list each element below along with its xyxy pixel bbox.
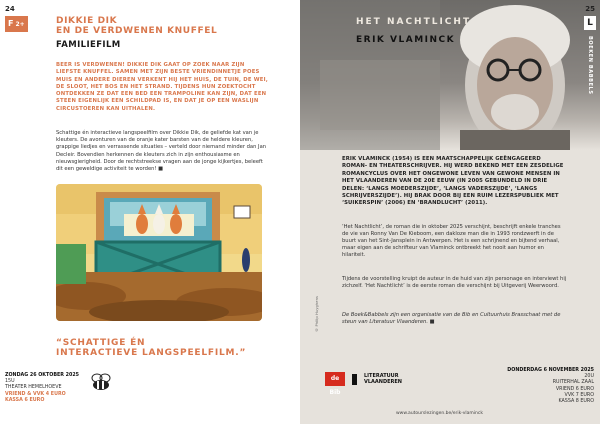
logo-lit-line-1: LITERATUUR (364, 373, 399, 379)
body-paragraph: Schattige én interactieve langspeelfilm over Dikkie Dik, de geliefde kat van je kleuters. De avonturen van de oranje kater barsten van de heldere kleuren, grappige liedjes en verrassende situaties – verteld door niemand minder dan Jan Decleir. Bovendien herkennen de kleuters zich in zijn enthousiasme en nieuwsgierigheid. Door de rechtstreekse vragen aan de jonge kijkertjes, beleeft dit een geweldige activiteit te worden! ■ (56, 130, 267, 173)
page-number: 25 (585, 5, 595, 13)
category-tag (5, 16, 28, 32)
schedule-price-2: VVK 7 EURO (564, 392, 594, 398)
event-url-link[interactable]: www.autourslezingen.be/erik-vlaminck (396, 411, 483, 416)
schedule-time: 15U (5, 379, 15, 385)
page-number: 24 (5, 5, 15, 13)
film-illustration (56, 184, 262, 321)
category-badge: L (584, 16, 596, 30)
author-name: ERIK VLAMINCK (356, 35, 456, 45)
title-line-1: DIKKIE DIK (56, 16, 118, 26)
schedule-date: DONDERDAG 6 NOVEMBER 2025 (507, 368, 594, 373)
pull-quote (56, 338, 246, 358)
photo-credit: © Philip Huyghens (314, 296, 319, 333)
bib-logo: de Bib (325, 372, 345, 386)
page-title (56, 16, 217, 36)
schedule-info (507, 368, 594, 405)
author-bio: ERIK VLAMINCK (1954) IS EEN MAATSCHAPPELIJK GEËNGAGEERD ROMAN- EN THEATERSCHRIJVER. HIJ WERD BEKEND MET EEN ZESDELIGE ROMANCYCLUS OVER HET ONGEWONE LEVEN VAN GEWONE MENSEN IN HET VLAANDEREN VAN DE 20E EEUW (IN 2005 GEBUNDELD IN DRIE DELEN: ‘LANGS MOEDERSZIJDE’, ‘LANGS VADERSZIJDE’, ‘LANGS SCHRIJVERSZIJDE’). HIJ BRAK DOOR BIJ EEN RUIM LEZERSPUBLIEK MET ‘SUIKERSPIN’ (2006) EN ‘BRANDLUCHT’ (2011). (342, 156, 564, 207)
barn-scene-image (56, 184, 262, 321)
body-paragraph-2: Tijdens de voorstelling kruipt de auteur in de huid van zijn personage en interviewt hij zichzelf. ‘Het Nachtlicht’ is de eerste roman die verschijnt bij Uitgeverij Weerwoord. (342, 276, 567, 290)
logo-lit-line-2: VLAANDEREN (364, 378, 402, 385)
title-line-2: EN DE VERDWENEN KNUFFEL (56, 26, 218, 36)
schedule-price-1: VRIEND & VVK 4 EURO (5, 391, 66, 397)
right-page (300, 0, 600, 424)
schedule-venue: RUITERHAL ZAAL (552, 380, 594, 386)
schedule-price-1: VRIEND 6 EURO (555, 386, 594, 392)
quote-line-1: “SCHATTIGE ÉN (56, 338, 146, 348)
schedule-time: 20U (584, 374, 594, 380)
tag-age: 2+ (15, 21, 25, 28)
tag-letter: F (8, 19, 14, 28)
schedule-price-2: KASSA 6 EURO (5, 397, 45, 403)
series-vertical-label: BOEKEN BABBELS (587, 36, 593, 95)
schedule-venue: THEATER HEMELHOEVE (5, 385, 62, 391)
body-paragraph-1: ‘Het Nachtlicht’, de roman die in oktober 2025 verschijnt, beschrijft enkele tranches de vie van Ronny Van De Kieboom, een dakloze man die in 1993 rondzwerft in de buurt van het Sint-Jansplein in Antwerpen. Het is een schrijnend en bijtend verhaal, maar eigen aan de schrifteur van Vlaminck ontbreekt het nooit aan humor en hilariteit. (342, 224, 561, 259)
lead-paragraph: BEER IS VERDWENEN! DIKKIE DIK GAAT OP ZOEK NAAR ZIJN LIEFSTE KNUFFEL. SAMEN MET ZIJN BESTE VRIENDINNETJE POES MUIS EN ANDERE DIEREN VERKENT HIJ HET HUIS, DE TUIN, DE WEI, DE SLOOT, HET BOS EN HET STRAND. TIJDENS HUN ZOEKTOCHT ONTDEKKEN ZE DAT EEN BED EEN TRAMPOLINE KAN ZIJN, DAT EEN STEEN EIGENLIJK EEN SCHILDPAD IS, EN DAT JE OP EEN WASLIJN CIRCUSTOEREN KAN UITHALEN. (56, 62, 268, 112)
quote-line-2: INTERACTIEVE LANGSPEELFILM.” (56, 348, 247, 358)
schedule-date: ZONDAG 26 OKTOBER 2025 (5, 373, 80, 378)
schedule-price-3: KASSA 8 EURO (558, 399, 594, 405)
literatuur-vlaanderen-logo (352, 374, 402, 385)
series-title: HET NACHTLICHT (356, 17, 472, 27)
page-subtitle: FAMILIEFILM (56, 40, 121, 50)
bee-logo-icon (88, 372, 114, 396)
body-paragraph-3: De Boek&Babbels zijn een organisatie van de Bib en Cultuurhuis Brasschaat met de steun van Literatuur Vlaanderen. ■ (342, 312, 561, 326)
schedule-info (5, 373, 79, 404)
